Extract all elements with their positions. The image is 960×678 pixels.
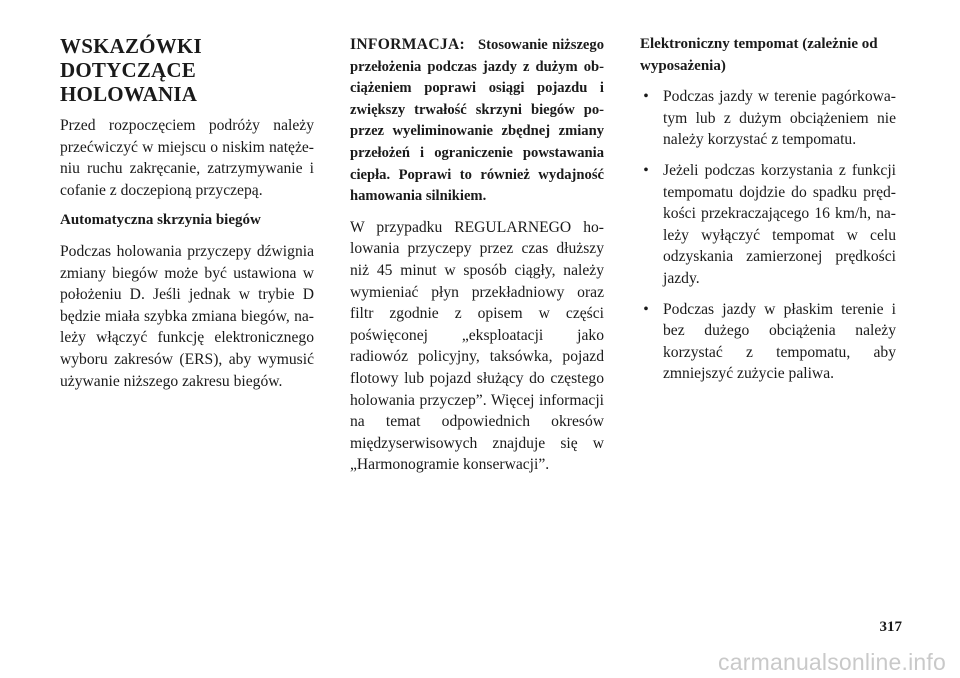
info-note-text: Stosowanie niższego przełożenia podczas jazdy z dużym obciążeniem poprawi osiągi pojazdu i zwiększy trwałość skrzyni biegów poprzez wyeliminowanie zbędnej zmiany przełożeń i ograniczenie powstawania ciepła. Poprawi to również wydajność hamowania silnikiem. bbox=[350, 37, 604, 205]
right-column bbox=[640, 34, 896, 394]
bullet-icon: • bbox=[643, 88, 649, 106]
middle-column bbox=[350, 34, 604, 476]
list-item-text: Jeżeli podczas korzystania z funkcji tempomatu dojdzie do spadku prędkości przekraczającego 16 km/h, należy wyłączyć tempomat w celu odzyskania zamierzonej prędkości jazdy. bbox=[663, 161, 896, 287]
section-title-line-1: WSKAZÓWKI DOTYCZĄCE bbox=[60, 34, 202, 82]
list-item bbox=[640, 299, 896, 385]
intro-paragraph: Przed rozpoczęciem podróży należy przećwiczyć w miejscu o niskim natężeniu ruchu zakręcanie, zatrzymywanie i cofanie z doczepioną przyczepą. bbox=[60, 117, 314, 199]
transmission-fluid-paragraph: W przypadku REGULARNEGO holowania przyczepy przez czas dłuższy niż 45 minut w sposób ciągły, należy wymieniać płyn przekładniowy oraz filtr zgodnie z opisem w części poświęconej „eksploatacji jako radiowóz policyjny, taksówka, pojazd flotowy lub pojazd służący do częstego holowania przyczep”. Więcej informacji na temat odpowiednich okresów międzyserwisowych znajduje się w „Harmonogramie konserwacji”. bbox=[350, 218, 604, 474]
left-column bbox=[60, 34, 314, 392]
bullet-icon: • bbox=[643, 161, 649, 179]
section-title-line-2: HOLOWANIA bbox=[60, 82, 198, 106]
watermark-text: carmanualsonline.info bbox=[718, 649, 946, 675]
list-item bbox=[640, 160, 896, 290]
list-item-text: Podczas jazdy w płaskim terenie i bez dużego obciążenia należy korzystać z tempomatu, aby zmniejszyć zużycie paliwa. bbox=[663, 300, 896, 383]
automatic-transmission-heading: Automatyczna skrzynia biegów bbox=[60, 212, 261, 229]
list-item-text: Podczas jazdy w terenie pagórkowatym lub z dużym obciążeniem nie należy korzystać z tempomatu. bbox=[663, 88, 896, 149]
section-title bbox=[60, 34, 314, 106]
bullet-icon: • bbox=[643, 300, 649, 318]
info-note bbox=[350, 34, 604, 208]
automatic-transmission-paragraph: Podczas holowania przyczepy dźwignia zmiany biegów może być ustawiona w położeniu D. Jeśli jednak w trybie D będzie miała szybka zmiana biegów, należy włączyć funkcję elektronicznego wyboru zakresów (ERS), aby wymusić używanie niższego zakresu biegów. bbox=[60, 242, 314, 390]
cruise-control-list bbox=[640, 86, 896, 385]
info-note-label: INFORMACJA: bbox=[350, 36, 466, 53]
list-item bbox=[640, 86, 896, 151]
page-number: 317 bbox=[879, 619, 902, 635]
cruise-control-heading: Elektroniczny tempomat (zależnie od wyposażenia) bbox=[640, 36, 878, 74]
